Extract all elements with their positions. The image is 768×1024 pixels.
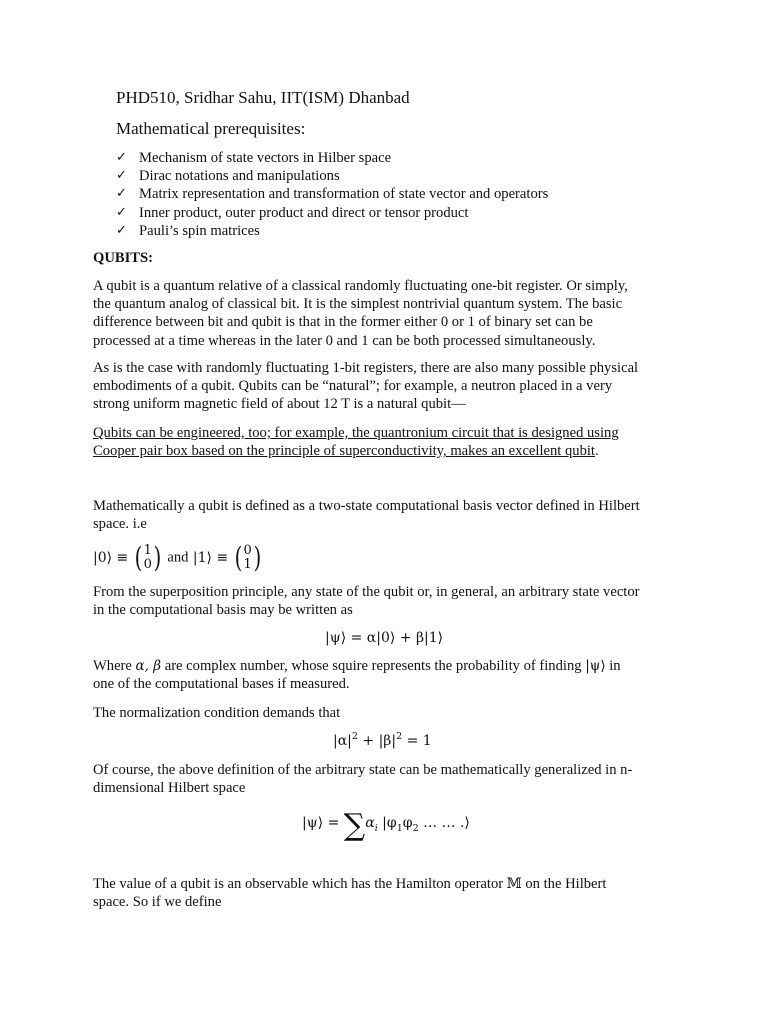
- document-page: PHD510, Sridhar Sahu, IIT(ISM) Dhanbad Mathematical prerequisites: ✓ Mechanism of state vectors in Hilber space ✓ Dirac notations and manipulations ✓ Matrix representation and transformation of state vector and operators ✓ Inner product, outer product and direct or tensor product ✓ Pauli’s spin matrices QUBITS: A qubit is a quantum relative of a classical randomly fluctuating one-bit register. Or simply, the quantum analog of classical bit. It is the simplest nontrivial quantum system. The basic difference between bit and qubit is that in the former either 0 or 1 of binary set can be processed at a time whereas in the later 0 and 1 can be both processed simultaneously. As is the case with randomly fluctuating 1-bit registers, there are also many possible physical embodiments of a qubit. Qubits can be “natural”; for example, a neutron placed in a very strong uniform magnetic field of about 12 T is a natural qubit— Qubits can be engineered, too; for example, the quantronium circuit that is designed using Cooper pair box based on the principle of superconductivity, makes an excellent qubit. Mathematically a qubit is defined as a two-state computational basis vector defined in Hilbert space. i.e |0⟩ ≡ ( 1 0 ) and |1⟩ ≡ ( 0 1 ) From the superposition principle, any state of the qubit or, in general, an arbitrary state vector in the computational basis may be written as |ψ⟩ = α|0⟩ + β|1⟩ Where α, β are complex number, whose squire represents the probability of finding |ψ⟩ in one of the computational bases if measured. The normalization condition demands that $|\alpha|^2 + |\beta|^2 = 1$ Of course, the above definition of the arbitrary state can be mathematically generalized in n- dimensional Hilbert space |ψ⟩ = $\sum\alpha_i$ $|\varphi_1\varphi_2$ … … .⟩ The value of a qubit is an observable which has the Hamilton operator 𝕄 on the Hilbert space. So if we define: [0, 0, 768, 1024]
- paragraph-complex-coefficients: Where α, β are complex number, whose squire represents the probability of finding |ψ⟩ in one of the computational bases if measured.: [93, 658, 621, 693]
- column-vector-ket1: ( 0 1 ): [234, 541, 262, 574]
- checkmark-icon: ✓: [116, 150, 127, 165]
- paragraph-superposition: From the superposition principle, any state of the qubit or, in general, an arbitrary state vector in the computational basis may be written as: [93, 584, 640, 619]
- equation-general-state: |ψ⟩ = $\sum\alpha_i$ $|\varphi_1\varphi_2$ … … .⟩: [302, 808, 470, 843]
- paragraph-normalization: The normalization condition demands that: [93, 705, 341, 721]
- document-header: PHD510, Sridhar Sahu, IIT(ISM) Dhanbad: [116, 88, 410, 107]
- paragraph-math-definition: Mathematically a qubit is defined as a two-state computational basis vector defined in Hilbert space. i.e: [93, 498, 640, 533]
- summation-symbol: ∑: [343, 808, 366, 843]
- checkmark-icon: ✓: [116, 168, 127, 184]
- equation-computational-basis: |0⟩ ≡ ( 1 0 ) and |1⟩ ≡ ( 0 1 ): [93, 541, 262, 574]
- column-vector-ket0: ( 1 0 ): [134, 541, 162, 574]
- checkmark-icon: ✓: [116, 204, 127, 220]
- checkmark-icon: ✓: [116, 222, 127, 238]
- checkmark-icon: ✓: [116, 186, 127, 202]
- paragraph-physical-embodiments: As is the case with randomly fluctuating 1-bit registers, there are also many possible physical embodiments of a qubit. Qubits can be “natural”; for example, a neutron placed in a very strong uniform magnetic field of about 12 T is a natural qubit—: [93, 360, 639, 413]
- equation-superposition: |ψ⟩ = α|0⟩ + β|1⟩: [325, 630, 444, 646]
- paragraph-generalization: Of course, the above definition of the arbitrary state can be mathematically generalized in n- dimensional Hilbert space: [93, 762, 633, 797]
- paragraph-observable: The value of a qubit is an observable which has the Hamilton operator 𝕄 on the Hilbert space. So if we define: [93, 876, 607, 911]
- section-heading-qubits: QUBITS:: [93, 250, 154, 266]
- prerequisites-heading: Mathematical prerequisites:: [116, 119, 306, 138]
- paragraph-qubit-intro: A qubit is a quantum relative of a classical randomly fluctuating one-bit register. Or simply, the quantum analog of classical bit. It is the simplest nontrivial quantum system. The basic difference between bit and qubit is that in the former either 0 or 1 of binary set can be processed at a time whereas in the later 0 and 1 can be both processed simultaneously.: [93, 278, 628, 349]
- equation-normalization: $|\alpha|^2 + |\beta|^2 = 1$: [333, 731, 432, 749]
- paragraph-engineered-qubits: Qubits can be engineered, too; for example, the quantronium circuit that is designed using Cooper pair box based on the principle of superconductivity, makes an excellent qubit.: [93, 425, 619, 460]
